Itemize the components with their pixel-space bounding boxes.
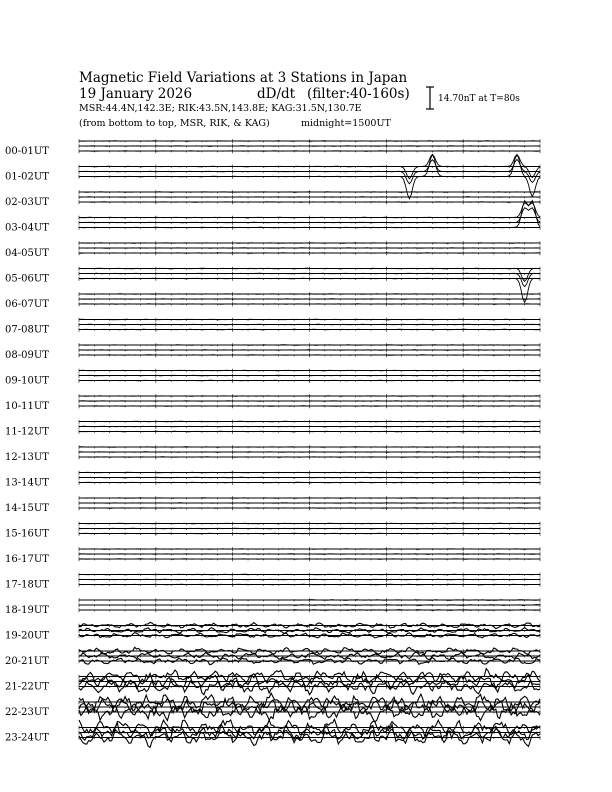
chart-date: 19 January 2026	[79, 86, 193, 102]
trace-msr	[79, 533, 540, 534]
station-coordinates: MSR:44.4N,142.3E; RIK:43.5N,143.8E; KAG:31.5N,130.7E	[79, 103, 362, 114]
trace-kag	[79, 370, 540, 371]
trace-msr	[79, 457, 540, 458]
hour-label: 15-16UT	[5, 528, 49, 540]
station-order-note: (from bottom to top, MSR, RIK, & KAG)	[79, 118, 270, 129]
trace-kag	[79, 574, 540, 575]
trace-rik	[79, 401, 540, 402]
trace-msr	[79, 406, 540, 407]
trace-msr	[79, 431, 540, 432]
hour-label: 06-07UT	[5, 299, 49, 310]
trace-kag	[79, 498, 540, 499]
trace-msr	[79, 584, 540, 585]
midnight-note: midnight=1500UT	[301, 118, 391, 129]
hour-label: 14-15UT	[5, 503, 49, 514]
trace-kag	[79, 294, 540, 295]
trace-rik	[79, 299, 540, 300]
scale-label: 14.70nT at T=80s	[438, 94, 520, 104]
hour-label: 02-03UT	[5, 197, 49, 208]
trace-rik	[79, 452, 540, 453]
hour-label: 17-18UT	[5, 579, 49, 591]
trace-kag	[79, 447, 540, 448]
trace-rik	[79, 554, 540, 555]
hour-label: 22-23UT	[5, 707, 49, 718]
trace-rik	[79, 375, 540, 376]
hour-label: 18-19UT	[5, 605, 49, 616]
filter-label: (filter:40-160s)	[307, 86, 410, 102]
hour-label: 10-11UT	[5, 401, 49, 412]
trace-msr	[79, 508, 540, 509]
trace-msr	[79, 380, 540, 381]
trace-kag	[79, 319, 540, 320]
trace-rik	[79, 248, 540, 249]
trace-rik	[79, 159, 540, 183]
trace-kag	[79, 203, 540, 218]
trace-rik	[79, 503, 540, 504]
trace-kag	[79, 243, 540, 244]
trace-msr	[79, 559, 540, 560]
trace-rik	[79, 197, 540, 198]
hour-label: 23-24UT	[5, 732, 49, 744]
trace-rik	[79, 208, 540, 223]
hour-label: 09-10UT	[5, 375, 49, 387]
hour-label: 00-01UT	[5, 146, 49, 157]
trace-msr	[79, 253, 540, 254]
trace-kag	[79, 549, 540, 550]
hour-label: 13-14UT	[5, 477, 49, 489]
hour-label: 16-17UT	[5, 554, 49, 565]
trace-rik	[79, 477, 540, 478]
hour-label: 12-13UT	[5, 452, 49, 463]
hour-label: 21-22UT	[5, 681, 49, 693]
hour-label: 03-04UT	[5, 222, 49, 234]
trace-rik	[79, 426, 540, 427]
hour-label: 19-20UT	[5, 630, 49, 642]
hour-label: 08-09UT	[5, 350, 49, 361]
trace-msr	[79, 329, 540, 330]
hour-label: 01-02UT	[5, 171, 49, 183]
hour-label: 05-06UT	[5, 273, 49, 285]
trace-kag	[79, 523, 540, 524]
scale-bar	[426, 87, 434, 109]
trace-rik	[79, 579, 540, 580]
hour-label: 20-21UT	[5, 656, 49, 667]
hour-label: 07-08UT	[5, 324, 49, 336]
trace-kag	[79, 396, 540, 397]
trace-rik	[79, 324, 540, 325]
component-label: dD/dt	[257, 86, 296, 102]
trace-kag	[79, 345, 540, 346]
trace-msr	[79, 151, 540, 152]
trace-msr	[79, 202, 540, 203]
chart-title: Magnetic Field Variations at 3 Stations in Japan	[79, 70, 408, 86]
hour-label: 04-05UT	[5, 248, 49, 259]
hour-label: 11-12UT	[5, 426, 49, 438]
trace-kag	[79, 472, 540, 473]
